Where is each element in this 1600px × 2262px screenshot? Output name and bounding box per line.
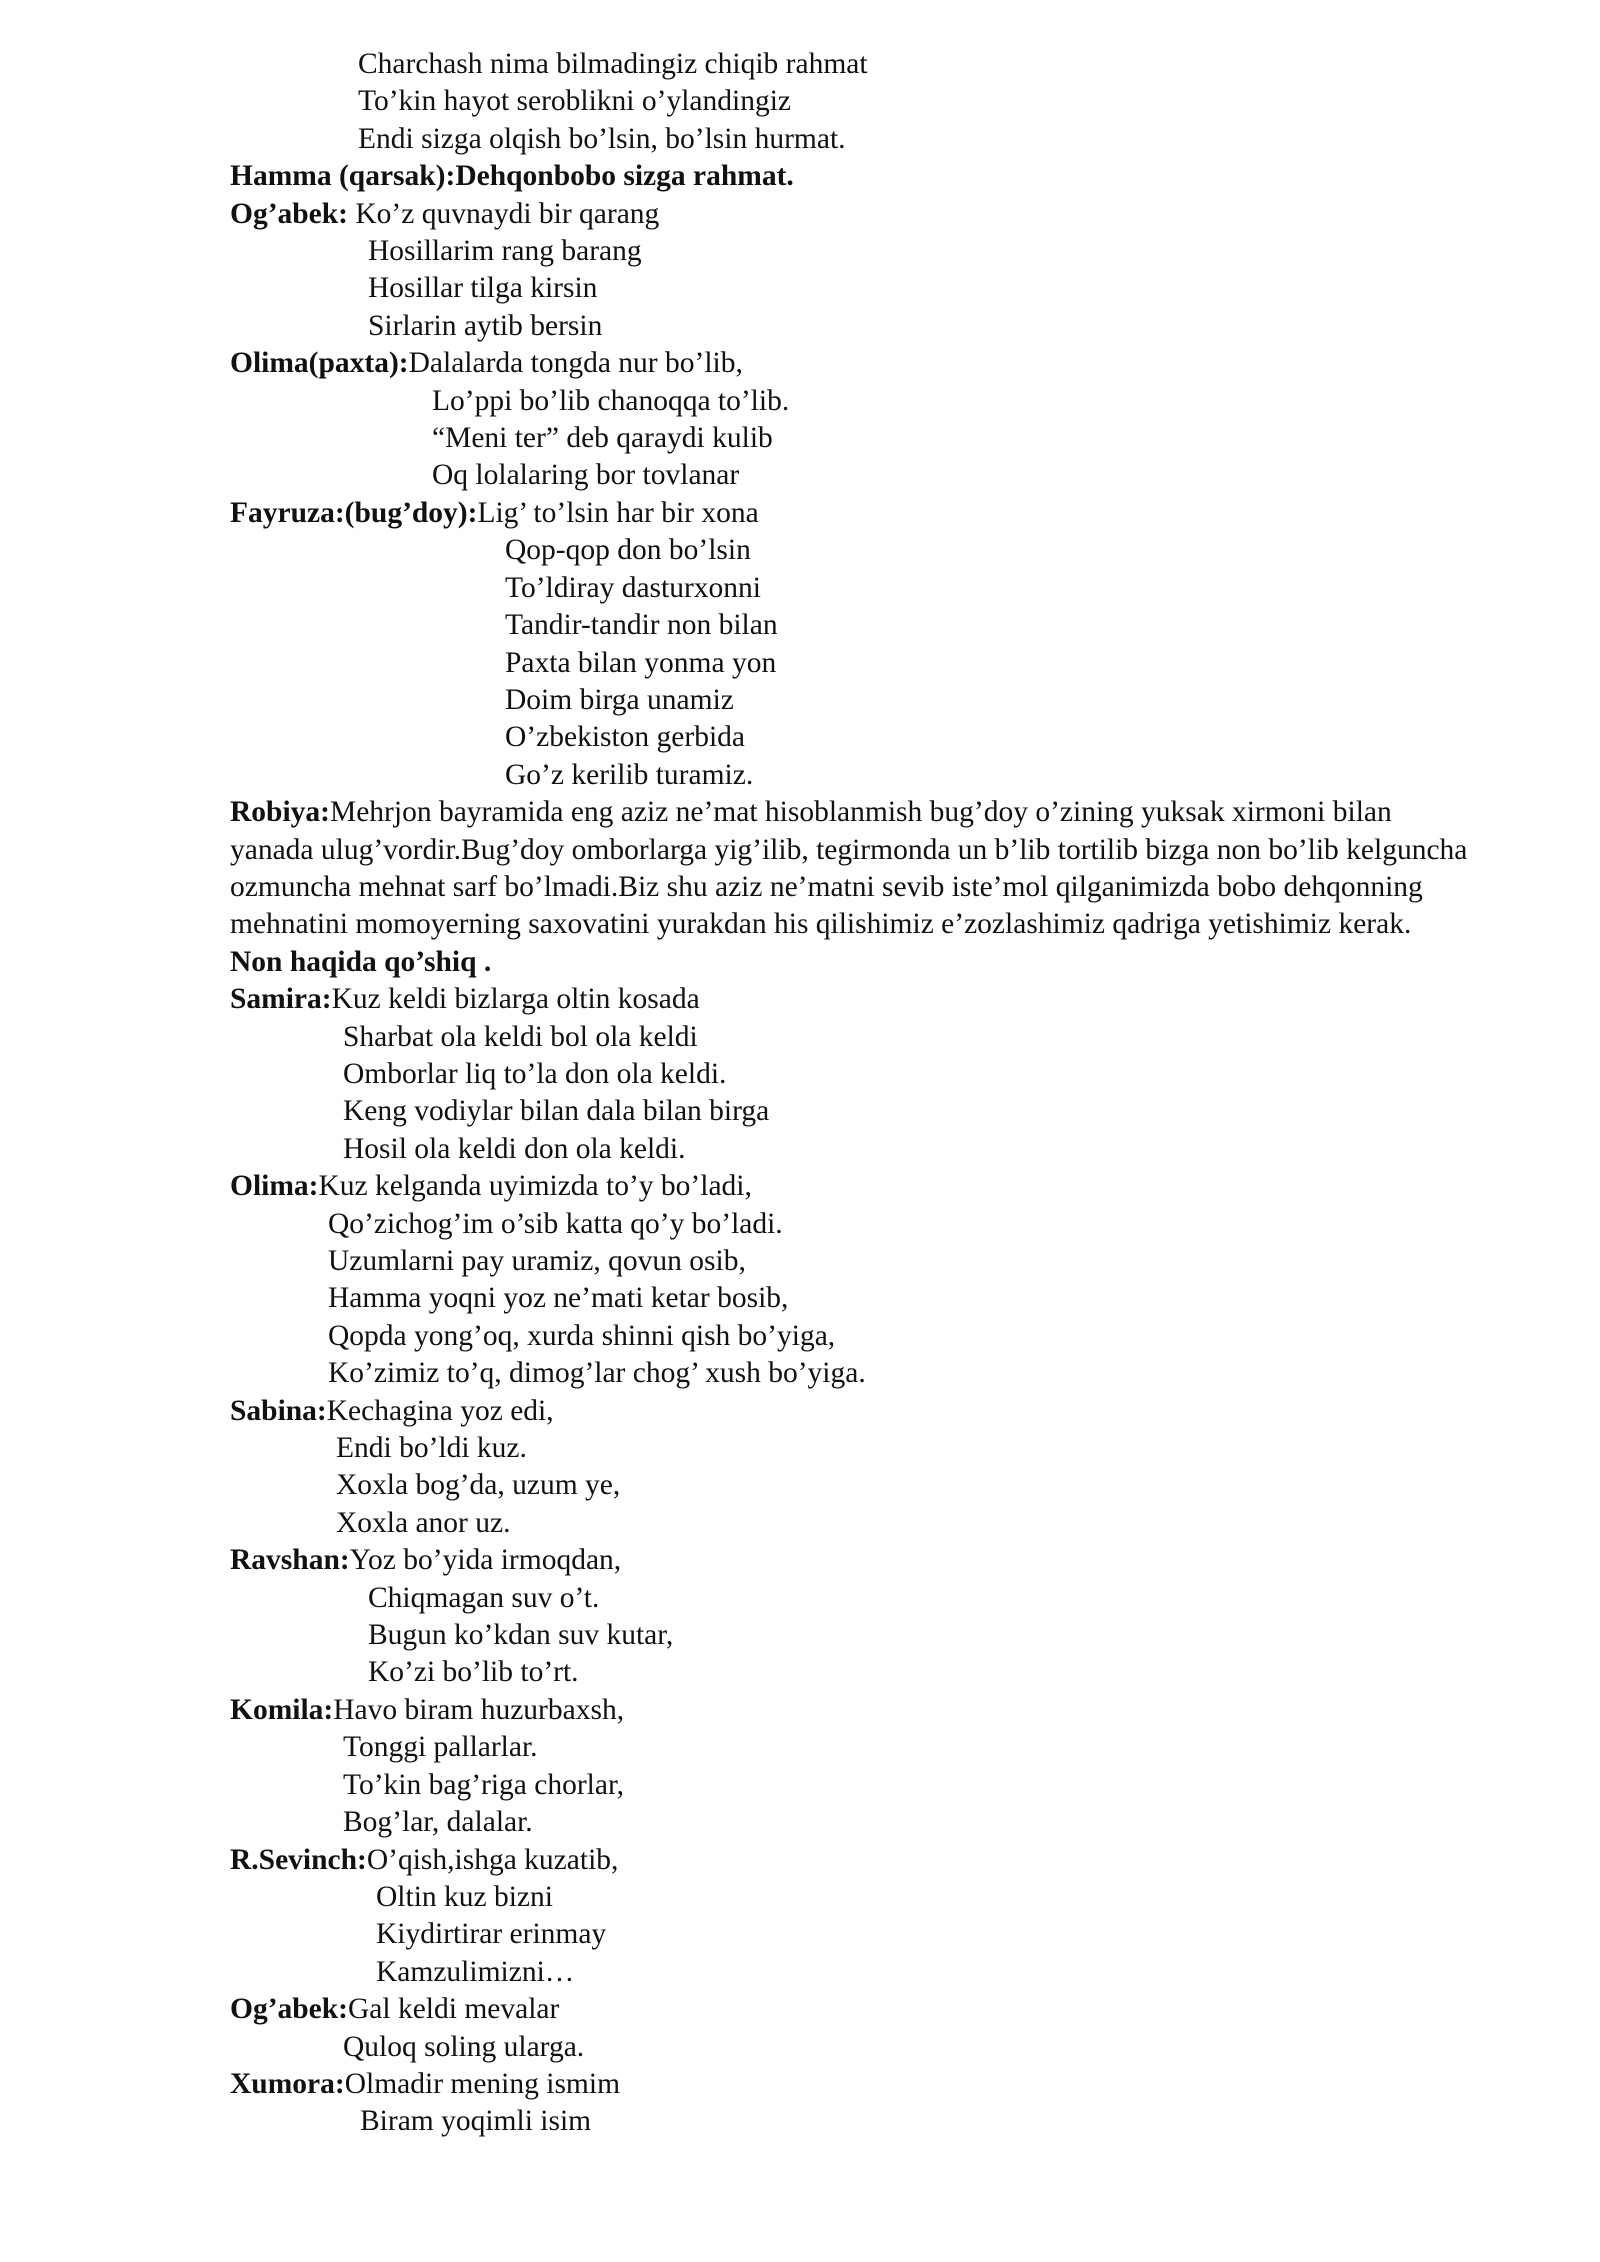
olima-paxta-stanza bbox=[230, 345, 1480, 495]
speaker-name: Og’abek: bbox=[230, 197, 348, 230]
verse-line: To’kin hayot seroblikni o’ylandingiz bbox=[358, 85, 791, 118]
verse-line: Tonggi pallarlar. bbox=[343, 1731, 538, 1764]
komila-stanza bbox=[230, 1692, 1480, 1842]
verse-line: Qo’zichog’im o’sib katta qo’y bo’ladi. bbox=[328, 1207, 783, 1240]
verse-line: Bugun ko’kdan suv kutar, bbox=[368, 1619, 674, 1652]
verse-line: Chiqmagan suv o’t. bbox=[368, 1581, 600, 1614]
verse-line: Endi bo’ldi kuz. bbox=[336, 1432, 527, 1465]
xumora-stanza bbox=[230, 2066, 1480, 2141]
opening-verse bbox=[230, 46, 1480, 158]
verse-line: “Meni ter” deb qaraydi kulib bbox=[432, 422, 773, 455]
ravshan-stanza bbox=[230, 1542, 1480, 1692]
document-page bbox=[230, 46, 1480, 2141]
verse-line: Dalalarda tongda nur bo’lib, bbox=[408, 347, 743, 380]
fayruza-stanza bbox=[230, 495, 1480, 794]
verse-line: Qopda yong’oq, xurda shinni qish bo’yiga, bbox=[328, 1319, 836, 1352]
speaker-name: R.Sevinch: bbox=[230, 1843, 367, 1876]
speaker-name: Og’abek: bbox=[230, 1993, 348, 2026]
verse-line: Sharbat ola keldi bol ola keldi bbox=[343, 1020, 698, 1053]
song-title: Non haqida qo’shiq . bbox=[230, 945, 492, 978]
verse-line: Uzumlarni pay uramiz, qovun osib, bbox=[328, 1245, 746, 1277]
verse-line: Havo biram huzurbaxsh, bbox=[333, 1693, 625, 1726]
verse-line: Oq lolalaring bor tovlanar bbox=[432, 459, 740, 492]
verse-line: Ko’zimiz to’q, dimog’lar chog’ xush bo’yiga. bbox=[328, 1357, 866, 1390]
ogabek-second-stanza bbox=[230, 1991, 1480, 2066]
verse-line: Ko’zi bo’lib to’rt. bbox=[368, 1656, 579, 1689]
verse-line: Bog’lar, dalalar. bbox=[343, 1806, 533, 1839]
verse-line: Xoxla bog’da, uzum ye, bbox=[336, 1469, 621, 1502]
samira-stanza bbox=[230, 981, 1480, 1168]
verse-line: Go’z kerilib turamiz. bbox=[505, 758, 754, 791]
verse-line: To’kin bag’riga chorlar, bbox=[343, 1768, 624, 1801]
verse-line: Kuz kelganda uyimizda to’y bo’ladi, bbox=[318, 1170, 752, 1203]
verse-line: Hamma yoqni yoz ne’mati ketar bosib, bbox=[328, 1282, 789, 1315]
verse-line: Tandir-tandir non bilan bbox=[505, 609, 778, 642]
verse-line: Doim birga unamiz bbox=[505, 683, 734, 716]
verse-line: To’ldiray dasturxonni bbox=[505, 571, 762, 604]
speaker-name: Robiya: bbox=[230, 796, 330, 829]
verse-line: Xoxla anor uz. bbox=[336, 1506, 511, 1539]
verse-line: Lo’ppi bo’lib chanoqqa to’lib. bbox=[432, 384, 790, 417]
verse-line: Endi sizga olqish bo’lsin, bo’lsin hurmat. bbox=[358, 122, 846, 155]
speaker-name: Olima(paxta): bbox=[230, 347, 409, 380]
speaker-name: Olima: bbox=[230, 1170, 319, 1203]
verse-line: O’qish,ishga kuzatib, bbox=[366, 1843, 619, 1876]
verse-line: Sirlarin aytib bersin bbox=[368, 309, 603, 342]
verse-line: Olmadir mening ismim bbox=[344, 2067, 621, 2100]
verse-line: Omborlar liq to’la don ola keldi. bbox=[343, 1057, 727, 1090]
speaker-name: Sabina: bbox=[230, 1394, 327, 1427]
verse-line: Gal keldi mevalar bbox=[348, 1993, 560, 2026]
speaker-name: Komila: bbox=[230, 1693, 334, 1726]
verse-line: Kuz keldi bizlarga oltin kosada bbox=[331, 983, 700, 1016]
ogabek-stanza bbox=[230, 196, 1480, 346]
speaker-name: Ravshan: bbox=[230, 1544, 350, 1577]
verse-line: Kamzulimizni… bbox=[376, 1955, 575, 1988]
speaker-name: Fayruza:(bug’doy): bbox=[230, 496, 478, 529]
hamma-line: Hamma (qarsak):Dehqonbobo sizga rahmat. bbox=[230, 160, 794, 193]
paragraph-text: Mehrjon bayramida eng aziz ne’mat hisoblanmish bug’doy o’zining yuksak xirmoni bilan yanada ulug’vordir.Bug’doy omborlarga yig’ilib, tegirmonda un b’lib tortilib bizga non bo’lib kelguncha ozmuncha mehnat sarf bo’lmadi.Biz shu aziz ne’matni sevib iste’mol qilganimizda bobo dehqonning mehnatini momoyerning saxovatini yurakdan his qilishimiz e’zozlashimiz qadriga yetishimiz kerak. bbox=[230, 796, 1468, 941]
sevinch-stanza bbox=[230, 1842, 1480, 1992]
verse-line: Hosil ola keldi don ola keldi. bbox=[343, 1132, 686, 1165]
verse-line: Kiydirtirar erinmay bbox=[376, 1918, 607, 1951]
verse-line: Kechagina yoz edi, bbox=[326, 1394, 554, 1427]
verse-line: Keng vodiylar bilan dala bilan birga bbox=[343, 1095, 770, 1128]
olima-stanza bbox=[230, 1168, 1480, 1392]
verse-line: Paxta bilan yonma yon bbox=[505, 646, 777, 679]
verse-line: Quloq soling ularga. bbox=[343, 2030, 585, 2063]
verse-line: Charchash nima bilmadingiz chiqib rahmat bbox=[358, 48, 868, 80]
verse-line: Oltin kuz bizni bbox=[376, 1880, 553, 1913]
verse-line: Ko’z quvnaydi bir qarang bbox=[348, 197, 660, 230]
verse-line: O’zbekiston gerbida bbox=[505, 721, 746, 754]
verse-line: Lig’ to’lsin har bir xona bbox=[477, 496, 759, 529]
verse-line: Qop-qop don bo’lsin bbox=[505, 534, 751, 567]
speaker-name: Samira: bbox=[230, 983, 332, 1016]
verse-line: Hosillarim rang barang bbox=[368, 235, 642, 268]
speaker-name: Xumora: bbox=[230, 2067, 345, 2100]
verse-line: Hosillar tilga kirsin bbox=[368, 272, 598, 305]
sabina-stanza bbox=[230, 1393, 1480, 1543]
verse-line: Yoz bo’yida irmoqdan, bbox=[349, 1544, 622, 1577]
robiya-paragraph bbox=[230, 794, 1480, 944]
verse-line: Biram yoqimli isim bbox=[360, 2105, 592, 2138]
